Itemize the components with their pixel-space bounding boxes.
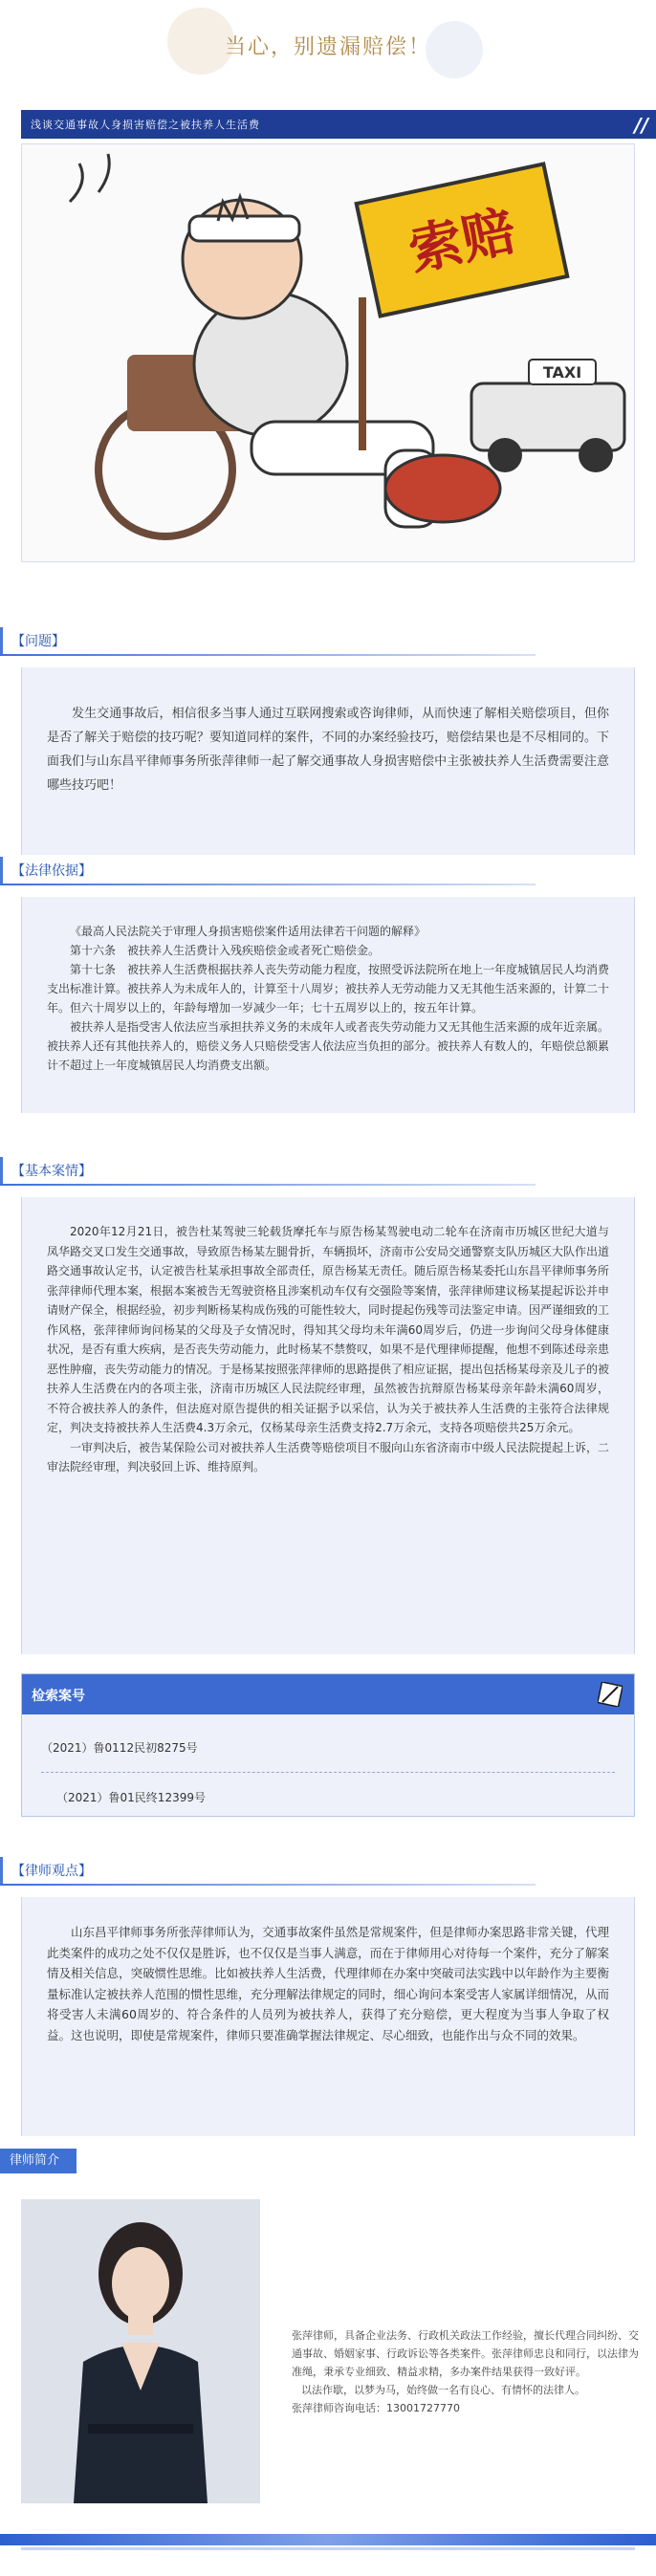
- cartoon-image: [22, 144, 634, 561]
- opinion-text: 山东昌平律师事务所张萍律师认为，交通事故案件虽然是常规案件，但是律师办案思路非常关键，代理此类案件的成功之处不仅仅是胜诉，也不仅仅是当事人满意，而在于律师用心对待每一个案件，充分了解案情及相关信息，突破惯性思维。比如被扶养人生活费，代理律师在办案中突破司法实践中以年龄作为主要衡量标准认定被扶养人范围的惯性思维，充分理解法律规定的同时，细心询问本案受害人家属详细情况，从而将受害人未满60周岁的、符合条件的人员列为被扶养人，获得了充分赔偿，更大程度为当事人争取了权益。这也说明，即使是常规案件，律师只要准确掌握法律规定、尽心细致，也能作出与众不同的效果。: [47, 1925, 609, 2042]
- facts-section: [0, 1157, 656, 1654]
- divider: [0, 654, 536, 656]
- case-box-header: [22, 1674, 634, 1714]
- section-label-text: 【问题】: [11, 634, 65, 649]
- opinion-section: [0, 1857, 656, 2136]
- law-title: 《最高人民法院关于审理人身损害赔偿案件适用法律若干问题的解释》: [70, 925, 426, 938]
- problem-panel: [21, 667, 635, 855]
- page-title: 当心，别遗漏赔偿！: [224, 35, 431, 59]
- law-definition: 被扶养人是指受害人依法应当承担扶养义务的未成年人或者丧失劳动能力又无其他生活来源的成年近亲属。被扶养人还有其他扶养人的，赔偿义务人只赔偿受害人依法应当负担的部分。被扶养人有数人的，年赔偿总额累计不超过上一年度城镇居民人均消费支出额。: [47, 1020, 610, 1072]
- bio-phone: 张萍律师咨询电话：13001727770: [292, 2402, 460, 2414]
- law-article-16: 第十六条 被扶养人生活费计入残疾赔偿金或者死亡赔偿金。: [70, 944, 381, 957]
- label-bar: [0, 857, 3, 884]
- bio-motto: 以法作歇，以梦为马，始终做一名有良心、有情怀的法律人。: [301, 2384, 585, 2396]
- portrait-image: [21, 2199, 260, 2503]
- case-number-2: （2021）鲁01民终12399号: [56, 1791, 206, 1804]
- taxi-text: TAXI: [542, 363, 582, 382]
- section-label: [0, 1157, 656, 1184]
- slash-decor-icon: //: [634, 114, 648, 137]
- label-bar: [0, 1857, 3, 1884]
- lawyer-bio: [292, 2326, 645, 2417]
- lawyer-photo: [21, 2199, 260, 2503]
- bio-text: 张萍律师，具备企业法务、行政机关政法工作经验，擅长代理合同纠纷、交通事故、婚姻家事、行政诉讼等各类案件。张萍律师忠良和同行，以法律为准绳，秉承专业细致、精益求精，多办案件结果获得一致好评。: [292, 2329, 639, 2378]
- law-section: [0, 857, 656, 1113]
- section-label: [0, 857, 656, 884]
- law-article-17: 第十七条 被扶养人生活费根据扶养人丧失劳动能力程度，按照受诉法院所在地上一年度城镇居民人均消费支出标准计算。被扶养人为未成年人的，计算至十八周岁；被扶养人无劳动能力又无其他生活来源的，计算二十年。但六十周岁以上的，年龄每增加一岁减少一年；七十五周岁以上的，按五年计算。: [47, 963, 610, 1015]
- article-title: 浅谈交通事故人身损害赔偿之被扶养人生活费: [31, 119, 260, 131]
- article-banner: [21, 110, 656, 139]
- bottom-decor-line: [21, 2547, 635, 2550]
- facts-text: 2020年12月21日，被告杜某驾驶三轮载货摩托车与原告杨某驾驶电动二轮车在济南市历城区世纪大道与凤华路交叉口发生交通事故，导致原告杨某左腿骨折，车辆损坏，济南市公安局交通警察支队历城区大队作出道路交通事故认定书，认定被告杜某承担事故全部责任，原告杨某无责任。随后原告杨某委托山东昌平律师事务所张萍律师代理本案，根据本案被告无驾驶资格且涉案机动车仅有交强险等案情，张萍律师建议杨某提起诉讼并申请财产保全，根据经验，初步判断杨某构成伤残的可能性较大，同时提起伤残等司法鉴定申请。因严谨细致的工作风格，张萍律师询问杨某的父母及子女情况时，得知其父母均未年满60周岁后，仍进一步询问父母身体健康状况，是否有重大疾病，是否丧失劳动能力，此时杨某不禁赘叹，如果不是代理律师提醒，他想不到陈述母亲患恶性肿瘤，丧失劳动能力的情况。于是杨某按照张萍律师的思路提供了相应证据，提出包括杨某母亲及儿子的被扶养人生活费在内的各项主张，济南市历城区人民法院经审理，虽然被告抗辩原告杨某母亲年龄未满60周岁，不符合被扶养人的条件，但法庭对原告提供的相关证据予以采信，认为关于被扶养人生活费的主张符合法律规定，判决支持被扶养人生活费4.3万余元，仅杨某母亲生活费支持2.7万余元，支持各项赔偿共25万余元。: [47, 1225, 610, 1434]
- lawyer-intro-tab: 律师简介: [0, 2149, 77, 2173]
- section-label-text: 【基本案情】: [11, 1164, 92, 1179]
- section-label: [0, 1857, 656, 1884]
- dashed-divider: [41, 1772, 615, 1773]
- close-icon: [598, 1682, 623, 1707]
- section-label-text: 【律师观点】: [11, 1864, 92, 1879]
- facts-appeal: 一审判决后，被告某保险公司对被扶养人生活费等赔偿项目不服向山东省济南市中级人民法院提起上诉，二审法院经审理，判决驳回上诉、维持原判。: [47, 1440, 610, 1474]
- law-panel: [21, 897, 635, 1113]
- divider: [0, 1884, 536, 1886]
- problem-text: 发生交通事故后，相信很多当事人通过互联网搜索或咨询律师，从而快速了解相关赔偿项目，但你是否了解关于赔偿的技巧呢？要知道同样的案件，不同的办案经验技巧，赔偿结果也是不尽相同的。下面我们与山东昌平律师事务所张萍律师一起了解交通事故人身损害赔偿中主张被扶养人生活费需要注意哪些技巧吧！: [47, 707, 609, 793]
- facts-panel: [21, 1197, 635, 1654]
- divider: [0, 1184, 536, 1186]
- case-number-box: [21, 1673, 635, 1817]
- label-bar: [0, 1157, 3, 1184]
- section-label: [0, 627, 656, 654]
- hero-illustration: [21, 143, 635, 562]
- case-box-title: 检索案号: [32, 1689, 85, 1704]
- problem-section: [0, 627, 656, 855]
- label-bar: [0, 627, 3, 654]
- opinion-panel: [21, 1897, 635, 2136]
- case-number-1: （2021）鲁0112民初8275号: [41, 1741, 198, 1755]
- sign-text: 索赔: [403, 200, 521, 283]
- divider: [0, 884, 536, 885]
- section-label-text: 【法律依据】: [11, 863, 92, 879]
- bottom-decor-band: [0, 2534, 656, 2545]
